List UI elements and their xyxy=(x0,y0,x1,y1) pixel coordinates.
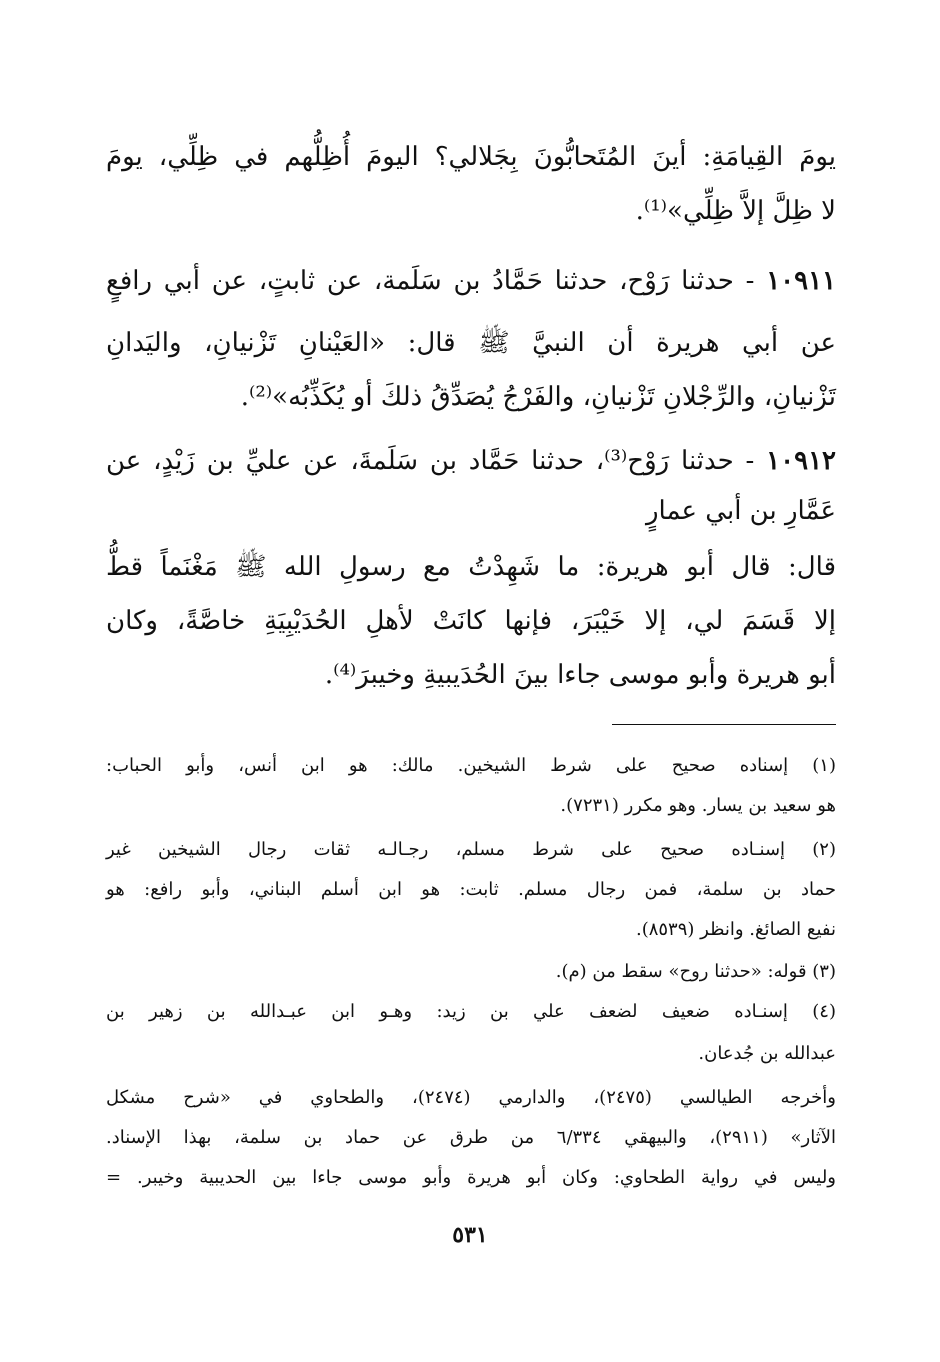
footnote-3: (٣) قوله: «حدثنا روح» سقط من (م). xyxy=(555,961,836,982)
footnote-1-line-1: (١) إسناده صحيح على شرط الشيخين. مالك: هو ابن أنس، وأبو الحباب: xyxy=(106,755,836,776)
footnote-4-line-2: عبدالله بن جُدعان. xyxy=(698,1043,836,1064)
footnote-4-line-1: (٤) إسنـاده ضعيف لضعف علي بن زيد: وهـو ابن عبـدالله بن زهير بن xyxy=(106,1001,836,1022)
footnote-4-line-4: الآثار» (٢٩١١)، والبيهقي ٦/٣٣٤ من طرق عن حماد بن سلمة، بهذا الإسناد. xyxy=(106,1127,836,1148)
footnote-4-line-5: وليس في رواية الطحاوي: وكان أبو هريرة وأبو موسى جاءا بين الحديبية وخيبر. = xyxy=(106,1167,836,1188)
body-line-6: - حدثنا رَوْح⁽³⁾، حدثنا حَمَّاد بن سَلَمةَ، عن عليِّ بن زَيْدٍ، عن xyxy=(106,446,755,476)
body-line-4: عن أبي هريرة أن النبيَّ ﷺ قال: «العَيْنانِ تَزْنيانِ، واليَدانِ xyxy=(106,328,836,358)
hadith-number: ١٠٩١١ xyxy=(766,266,837,296)
footnote-1-line-2: هو سعيد بن يسار. وهو مكرر (٧٢٣١). xyxy=(560,795,836,816)
footnote-2-line-3: نفيع الصائغ. وانظر (٨٥٣٩). xyxy=(635,919,836,940)
body-line-8: قال: قال أبو هريرة: ما شَهِدْتُ مع رسولِ الله ﷺ مَغْنَماً قطُّ xyxy=(106,552,836,582)
body-line-5: تَزْنيانِ، والرِّجْلانِ تَزْنيانِ، والفَرْجُ يُصَدِّقُ ذلكَ أو يُكَذِّبُه»⁽²⁾. xyxy=(240,382,836,412)
body-line-10: أبو هريرة وأبو موسى جاءا بينَ الحُدَيبيةِ وخيبرَ⁽⁴⁾. xyxy=(324,660,836,690)
hadith-number: ١٠٩١٢ xyxy=(766,446,836,476)
page-number: ٥٣١ xyxy=(452,1222,488,1248)
hadith-10912-line-1 xyxy=(106,442,836,480)
footnote-4-line-3: وأخرجه الطيالسي (٢٤٧٥)، والدارمي (٢٤٧٤)، والطحاوي في «شرح مشكل xyxy=(106,1087,836,1108)
body-line-1: يومَ القِيامَةِ: أينَ المُتَحابُّونَ بِجَلالي؟ اليومَ أُظِلُّهم في ظِلِّي، يومَ xyxy=(106,142,836,172)
footnote-separator xyxy=(612,724,836,725)
body-line-7: عَمَّارِ بن أبي عمارٍ xyxy=(646,496,836,526)
body-line-9: إلا قَسَمَ لي، إلا خَيْبَرَ، فإنها كانَتْ لأهلِ الحُدَيْبِيَةِ خاصَّةً، وكان xyxy=(106,606,836,636)
hadith-10911-line-1 xyxy=(106,262,836,300)
body-line-3: - حدثنا رَوْح، حدثنا حَمَّادُ بن سَلَمة، عن ثابتٍ، عن أبي رافعٍ xyxy=(106,266,755,296)
body-line-2: لا ظِلَّ إلاَّ ظِلِّي»⁽¹⁾. xyxy=(635,196,836,226)
footnote-2-line-1: (٢) إسنـاده صحيح على شرط مسلم، رجـالـه ثقات رجال الشيخين غير xyxy=(106,839,836,860)
footnote-2-line-2: حماد بن سلمة، فمن رجال مسلم. ثابت: هو ابن أسلم البناني، وأبو رافع: هو xyxy=(106,879,836,900)
